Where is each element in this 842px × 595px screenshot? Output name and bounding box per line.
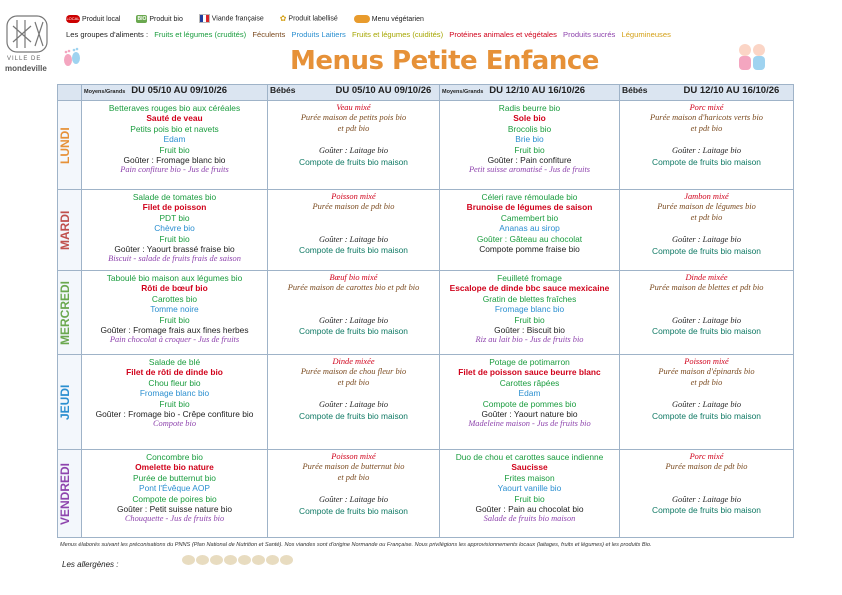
menu-item: Dinde mixée [332,357,375,366]
menu-cell-mercredi-c3 [440,271,620,355]
menu-item: Goûter : Laitage bio [318,234,389,244]
group-prot: Protéines animales et végétales [449,30,557,39]
city-logo [5,14,57,76]
menu-cell-lundi-c1 [82,101,268,190]
menu-item: Compote de fruits bio maison [652,326,761,337]
menu-item: Pain chocolat à croquer - Jus de fruits [109,335,240,345]
menu-item: Fruit bio [159,314,190,325]
legend-bellise-label: Produit labellisé [288,15,338,23]
menu-item: Purée maison de pdt bio [312,202,395,212]
menu-item: Fruit bio [514,314,545,325]
menu-item: Poisson mixé [684,357,729,366]
menu-item: Compote de fruits bio maison [652,156,761,167]
day-label: VENDREDI [58,462,72,525]
menu-item: Pont l'Évêque AOP [139,483,210,494]
menu-item: Purée maison de pdt bio [665,462,748,472]
menu-item: Brie bio [515,134,544,145]
menu-item: Purée maison d'haricots verts bio [650,113,763,123]
footer-note: Menus élaborés suivant les préconisations du PNNS (Plan National de Nutrition et Santé). Nos viandes sont d'origine Normande ou Française. Nous privilégions les approvisionnements locaux (laitages, fruits et légumes) et les produits Bio. [60,542,652,548]
menu-cell-vendredi-c4 [620,450,794,538]
menu-item: Duo de chou et carottes sauce indienne [455,452,604,462]
menu-item: Sauté de veau [146,113,203,124]
menu-item: Compote de fruits bio maison [299,410,408,421]
menu-item: Filet de poisson [142,202,207,213]
legend [66,14,438,28]
menu-item: Goûter : Fromage bio - Crêpe confiture bio [95,409,254,420]
menu-cell-jeudi-c2 [268,355,440,450]
menu-item: Fruit bio [514,493,545,504]
page-title: Menus Petite Enfance [290,46,599,76]
legend-bellise [280,14,338,23]
menu-table [57,84,794,538]
menu-item: Compote de fruits bio maison [652,410,761,421]
menu-item: Jambon mixé [684,192,729,201]
menu-item: Brocolis bio [507,123,552,134]
menu-item: Fromage blanc bio [139,388,210,399]
menu-item: Goûter : Fromage blanc bio [123,155,226,166]
menu-item: Goûter : Yaourt brassé fraise bio [114,244,235,255]
menu-item: Goûter : Laitage bio [318,146,389,156]
menu-cell-jeudi-c1 [82,355,268,450]
day-cell-mercredi [58,271,82,355]
allergen-egg-icon [196,555,209,565]
header-c2: Bébés DU 05/10 AU 09/10/26 [268,85,440,101]
menu-item: Rôti de bœuf bio [141,283,208,294]
allergen-nut-icon [224,555,237,565]
menu-item: Filet de poisson sauce beurre blanc [458,367,601,378]
menu-item: Goûter : Laitage bio [671,494,742,504]
menu-item: Compote de fruits bio maison [652,245,761,256]
row-mercredi [58,271,794,355]
menu-item: Biscuit - salade de fruits frais de saison [108,254,241,264]
menu-item: Filet de rôti de dinde bio [126,367,223,378]
menu-item: Goûter : Laitage bio [318,400,389,410]
menu-item: Poisson mixé [331,192,376,201]
menu-item: Goûter : Yaourt nature bio [481,409,578,420]
logo-shape-icon [5,14,49,54]
menu-item: Compote de poires bio [132,493,217,504]
group-suc: Produits sucrés [563,30,616,39]
group-lait: Produits Laitiers [291,30,346,39]
menu-item: Céleri rave rémoulade bio [481,192,578,202]
menu-item: Goûter : Petit suisse nature bio [117,504,232,515]
header-row [58,85,794,101]
logo-line1: VILLE DE [7,56,42,62]
group-veg: Fruits et légumes (crudités) [154,30,247,39]
menu-item: Tomme noire [150,304,199,315]
menu-item: et pdt bio [690,212,723,222]
menu-item: Goûter : Biscuit bio [494,325,565,336]
menu-item: Frites maison [504,472,555,483]
menu-item: Purée maison de légumes bio [657,202,756,212]
legend-viande [199,14,264,23]
group-leg: Légumineuses [621,30,671,39]
menu-item: Dinde mixée [685,273,728,282]
group-fec: Féculents [252,30,286,39]
menu-item: Chou fleur bio [148,377,201,388]
allergen-celery-icon [266,555,279,565]
legend-vege [354,15,424,23]
menu-item: Goûter : Laitage bio [671,315,742,325]
legend-bio-label: Produit bio [149,15,183,23]
menu-item: Compote bio [152,419,197,429]
day-cell-jeudi [58,355,82,450]
menu-item: Yaourt vanille bio [497,483,562,494]
day-cell-lundi [58,101,82,190]
legend-bio [136,15,182,23]
menu-item: Carottes râpées [499,377,560,388]
menu-item: Goûter : Gâteau au chocolat [476,233,583,244]
legend-vege-label: Menu végétarien [371,15,424,23]
allergen-soy-icon [252,555,265,565]
menu-item: Petits pois bio et navets [130,123,219,134]
menu-item: Salade de blé [148,357,201,367]
menu-item: Taboulé bio maison aux légumes bio [106,273,243,283]
menu-item: Goûter : Laitage bio [318,495,389,505]
menu-item: et pdt bio [337,123,370,133]
menu-cell-mardi-c2 [268,190,440,271]
menu-cell-vendredi-c1 [82,450,268,538]
baby-feet-icon [62,46,82,68]
menu-cell-mercredi-c4 [620,271,794,355]
menu-cell-mercredi-c1 [82,271,268,355]
allergen-milk-icon [210,555,223,565]
menu-item: Purée de butternut bio [133,472,216,483]
row-vendredi [58,450,794,538]
header-c3: Moyens/Grands DU 12/10 AU 16/10/26 [440,85,620,101]
menu-item: Salade de fruits bio maison [483,514,576,524]
menu-item: Porc mixé [689,103,724,112]
menu-item: Carottes bio [151,293,198,304]
header-c4: Bébés DU 12/10 AU 16/10/26 [620,85,794,101]
bio-badge-icon: BIO [137,15,147,22]
menu-item: Compote de fruits bio maison [652,505,761,516]
menu-item: Purée maison de butternut bio [302,462,405,472]
menu-item: Compote de fruits bio maison [299,326,408,337]
menu-item: Saucisse [511,462,548,473]
menu-cell-vendredi-c3 [440,450,620,538]
menu-item: Poisson mixé [331,452,376,461]
menu-item: Ananas au sirop [499,223,560,234]
menu-item: Omelette bio nature [135,462,214,473]
menu-item: Radis beurre bio [498,103,561,113]
menu-item: Gratin de blettes fraîches [482,293,577,304]
menu-item: Concombre bio [146,452,203,462]
menu-cell-vendredi-c2 [268,450,440,538]
menu-cell-mardi-c1 [82,190,268,271]
local-badge-icon: LOCAL [66,15,80,21]
menu-item: et pdt bio [337,377,370,387]
day-cell-vendredi [58,450,82,538]
menu-item: Goûter : Laitage bio [671,146,742,156]
menu-cell-mercredi-c2 [268,271,440,355]
menu-item: Goûter : Pain au chocolat bio [475,504,584,515]
menu-item: Fruit bio [159,144,190,155]
menu-item: Feuilleté fromage [497,273,562,283]
menu-cell-lundi-c2 [268,101,440,190]
menu-item: Pain confiture bio - Jus de fruits [120,165,229,175]
allergen-gluten-icon [182,555,195,565]
menu-item: Porc mixé [689,452,724,461]
menu-item: Compote pomme fraise bio [479,244,580,255]
menu-item: Purée maison de chou fleur bio [300,367,407,377]
menu-item: et pdt bio [690,377,723,387]
menu-item: Purée maison de petits pois bio [300,113,407,123]
day-cell-mardi [58,190,82,271]
day-label: MERCREDI [58,280,72,345]
menu-item: Riz au lait bio - Jus de fruits bio [475,335,584,345]
menu-item: Fromage blanc bio [494,304,565,315]
menu-item: Petit suisse aromatisé - Jus de fruits [468,165,591,175]
legend-viande-label: Viande française [211,15,264,23]
menu-item: Bœuf bio mixé [329,273,378,282]
menu-item: Compote de fruits bio maison [299,505,408,516]
menu-item: Compote de fruits bio maison [299,245,408,256]
menu-item: Potage de potimarron [489,357,570,367]
menu-item: Goûter : Pain confiture [487,155,572,166]
menu-item: Compote de pommes bio [482,398,577,409]
menu-item: Fruit bio [159,398,190,409]
allergen-sesame-icon [280,555,293,565]
menu-item: Brunoise de légumes de saison [466,202,593,213]
menu-item: Purée maison de blettes et pdt bio [649,283,764,293]
menu-item: Goûter : Fromage frais aux fines herbes [100,325,249,336]
menu-item: Camembert bio [500,212,559,223]
menu-item: Goûter : Laitage bio [671,235,742,245]
menu-cell-lundi-c4 [620,101,794,190]
flower-icon: ✿ [279,14,287,23]
allergen-icons [182,551,294,569]
menu-cell-jeudi-c4 [620,355,794,450]
header-day [58,85,82,101]
menu-item: Madeleine maison - Jus de fruits bio [468,419,591,429]
menu-item: Salade de tomates bio [132,192,217,202]
menu-item: Compote de fruits bio maison [299,156,408,167]
menu-item: Fruit bio [159,233,190,244]
menu-item: Edam [518,388,541,399]
legend-local-label: Produit local [81,15,121,23]
row-lundi [58,101,794,190]
menu-item: Betteraves rouges bio aux céréales [108,103,241,113]
menu-item: Purée maison d'épinards bio [658,367,755,377]
menu-item: Goûter : Laitage bio [318,315,389,325]
food-groups [66,30,675,39]
header-c1: Moyens/Grands DU 05/10 AU 09/10/26 [82,85,268,101]
babies-icon [734,40,770,74]
menu-item: Chouquette - Jus de fruits bio [124,514,225,524]
cow-icon [354,15,370,23]
row-mardi [58,190,794,271]
menu-item: PDT bio [159,212,190,223]
menu-cell-mardi-c3 [440,190,620,271]
menu-item: Goûter : Laitage bio [671,400,742,410]
menu-cell-mardi-c4 [620,190,794,271]
legend-local [66,15,120,23]
menu-item: Veau mixé [336,103,371,112]
menu-item: Fruit bio [514,144,545,155]
menu-item: Sole bio [513,113,546,124]
menu-cell-lundi-c3 [440,101,620,190]
group-veg2: Fruits et légumes (cuidités) [351,30,444,39]
menu-item: Purée maison de carottes bio et pdt bio [287,283,420,293]
flag-icon [199,14,210,23]
day-label: MARDI [58,210,72,250]
menu-item: Chèvre bio [154,223,195,234]
menu-item: et pdt bio [690,123,723,133]
menu-item: Edam [163,134,186,145]
groups-label: Les groupes d'aliments : [66,30,149,39]
day-label: JEUDI [58,384,72,420]
menu-cell-jeudi-c3 [440,355,620,450]
row-jeudi [58,355,794,450]
day-label: LUNDI [58,126,72,164]
allergen-fish-icon [238,555,251,565]
menu-item: Escalope de dinde bbc sauce mexicaine [449,283,610,294]
allergens-label: Les allergènes : [62,560,119,569]
menu-item: et pdt bio [337,472,370,482]
logo-line2: mondeville [5,64,47,73]
